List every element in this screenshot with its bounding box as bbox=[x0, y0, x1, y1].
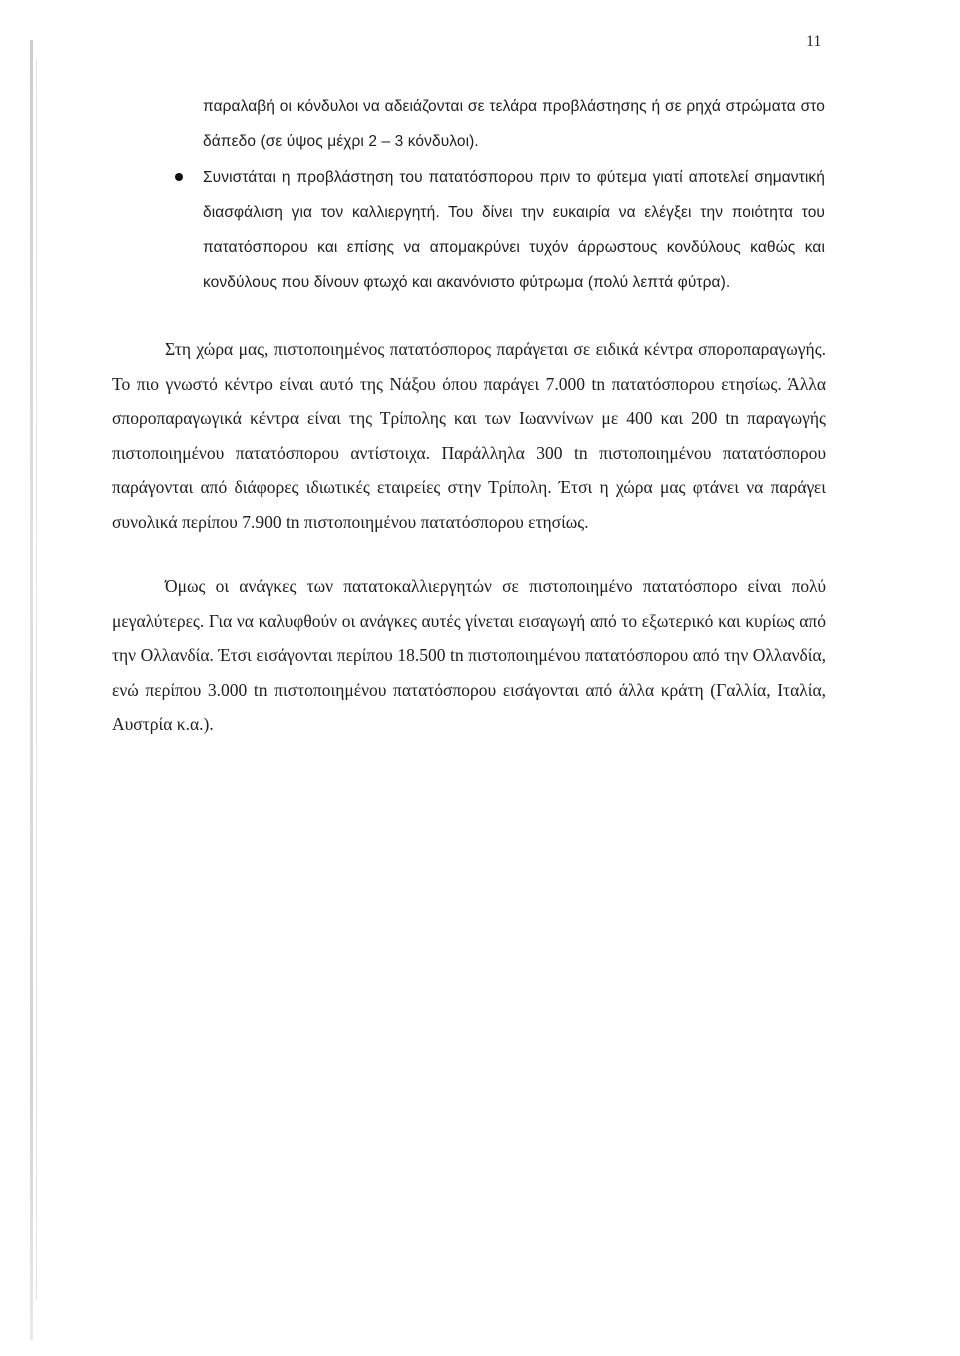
paragraph-text: Στη χώρα μας, πιστοποιημένος πατατόσπορος παράγεται σε ειδικά κέντρα σποροπαραγωγής. Το πιο γνωστό κέντρο είναι αυτό της Νάξου όπου παράγει 7.000 tn πατατόσπορου ετησίως. Άλλα σποροπαραγωγικά κέντρα είναι της Τρίπολης και των Ιωαννίνων με 400 και 200 tn παραγωγής πιστοποιημένου πατατόσπορου αντίστοιχα. Παράλληλα 300 tn πιστοποιημένου πατατόσπορου παράγονται από διάφορες ιδιωτικές εταιρείες στην Τρίπολη. Έτσι η χώρα μας φτάνει να παράγει συνολικά περίπου 7.900 tn πιστοποιημένου πατατόσπορου ετησίως. bbox=[112, 339, 826, 532]
list-item-bullet: Συνιστάται η προβλάστηση του πατατόσπορου πριν το φύτεμα γιατί αποτελεί σημαντική διασφάλιση για τον καλλιεργητή. Του δίνει την ευκαιρία να ελέγξει την ποιότητα του πατατόσπορου και επίσης να απομακρύνει τυχόν άρρωστους κονδύλους καθώς και κονδύλους που δίνουν φτωχό και ακανόνιστο φύτρωμα (πολύ λεπτά φύτρα). bbox=[203, 169, 825, 291]
bullet-icon bbox=[175, 173, 183, 181]
paragraph-seed-imports bbox=[112, 569, 826, 742]
paragraph-seed-production bbox=[112, 332, 826, 539]
scan-binding-line bbox=[36, 60, 37, 1300]
page-number: 11 bbox=[806, 33, 822, 50]
list-item-continuation: παραλαβή οι κόνδυλοι να αδειάζονται σε τελάρα προβλάστησης ή σε ρηχά στρώματα στο δάπεδο (σε ύψος μέχρι 2 – 3 κόνδυλοι). bbox=[203, 98, 825, 150]
scan-binding-shadow bbox=[30, 40, 33, 1340]
paragraph-text: Όμως οι ανάγκες των πατατοκαλλιεργητών σε πιστοποιημένο πατατόσπορο είναι πολύ μεγαλύτερες. Για να καλυφθούν οι ανάγκες αυτές γίνεται εισαγωγή από το εξωτερικό και κυρίως από την Ολλανδία. Έτσι εισάγονται περίπου 18.500 tn πιστοποιημένου πατατόσπορου από την Ολλανδία, ενώ περίπου 3.000 tn πιστοποιημένου πατατόσπορου εισάγονται από άλλα κράτη (Γαλλία, Ιταλία, Αυστρία κ.α.). bbox=[112, 576, 826, 734]
